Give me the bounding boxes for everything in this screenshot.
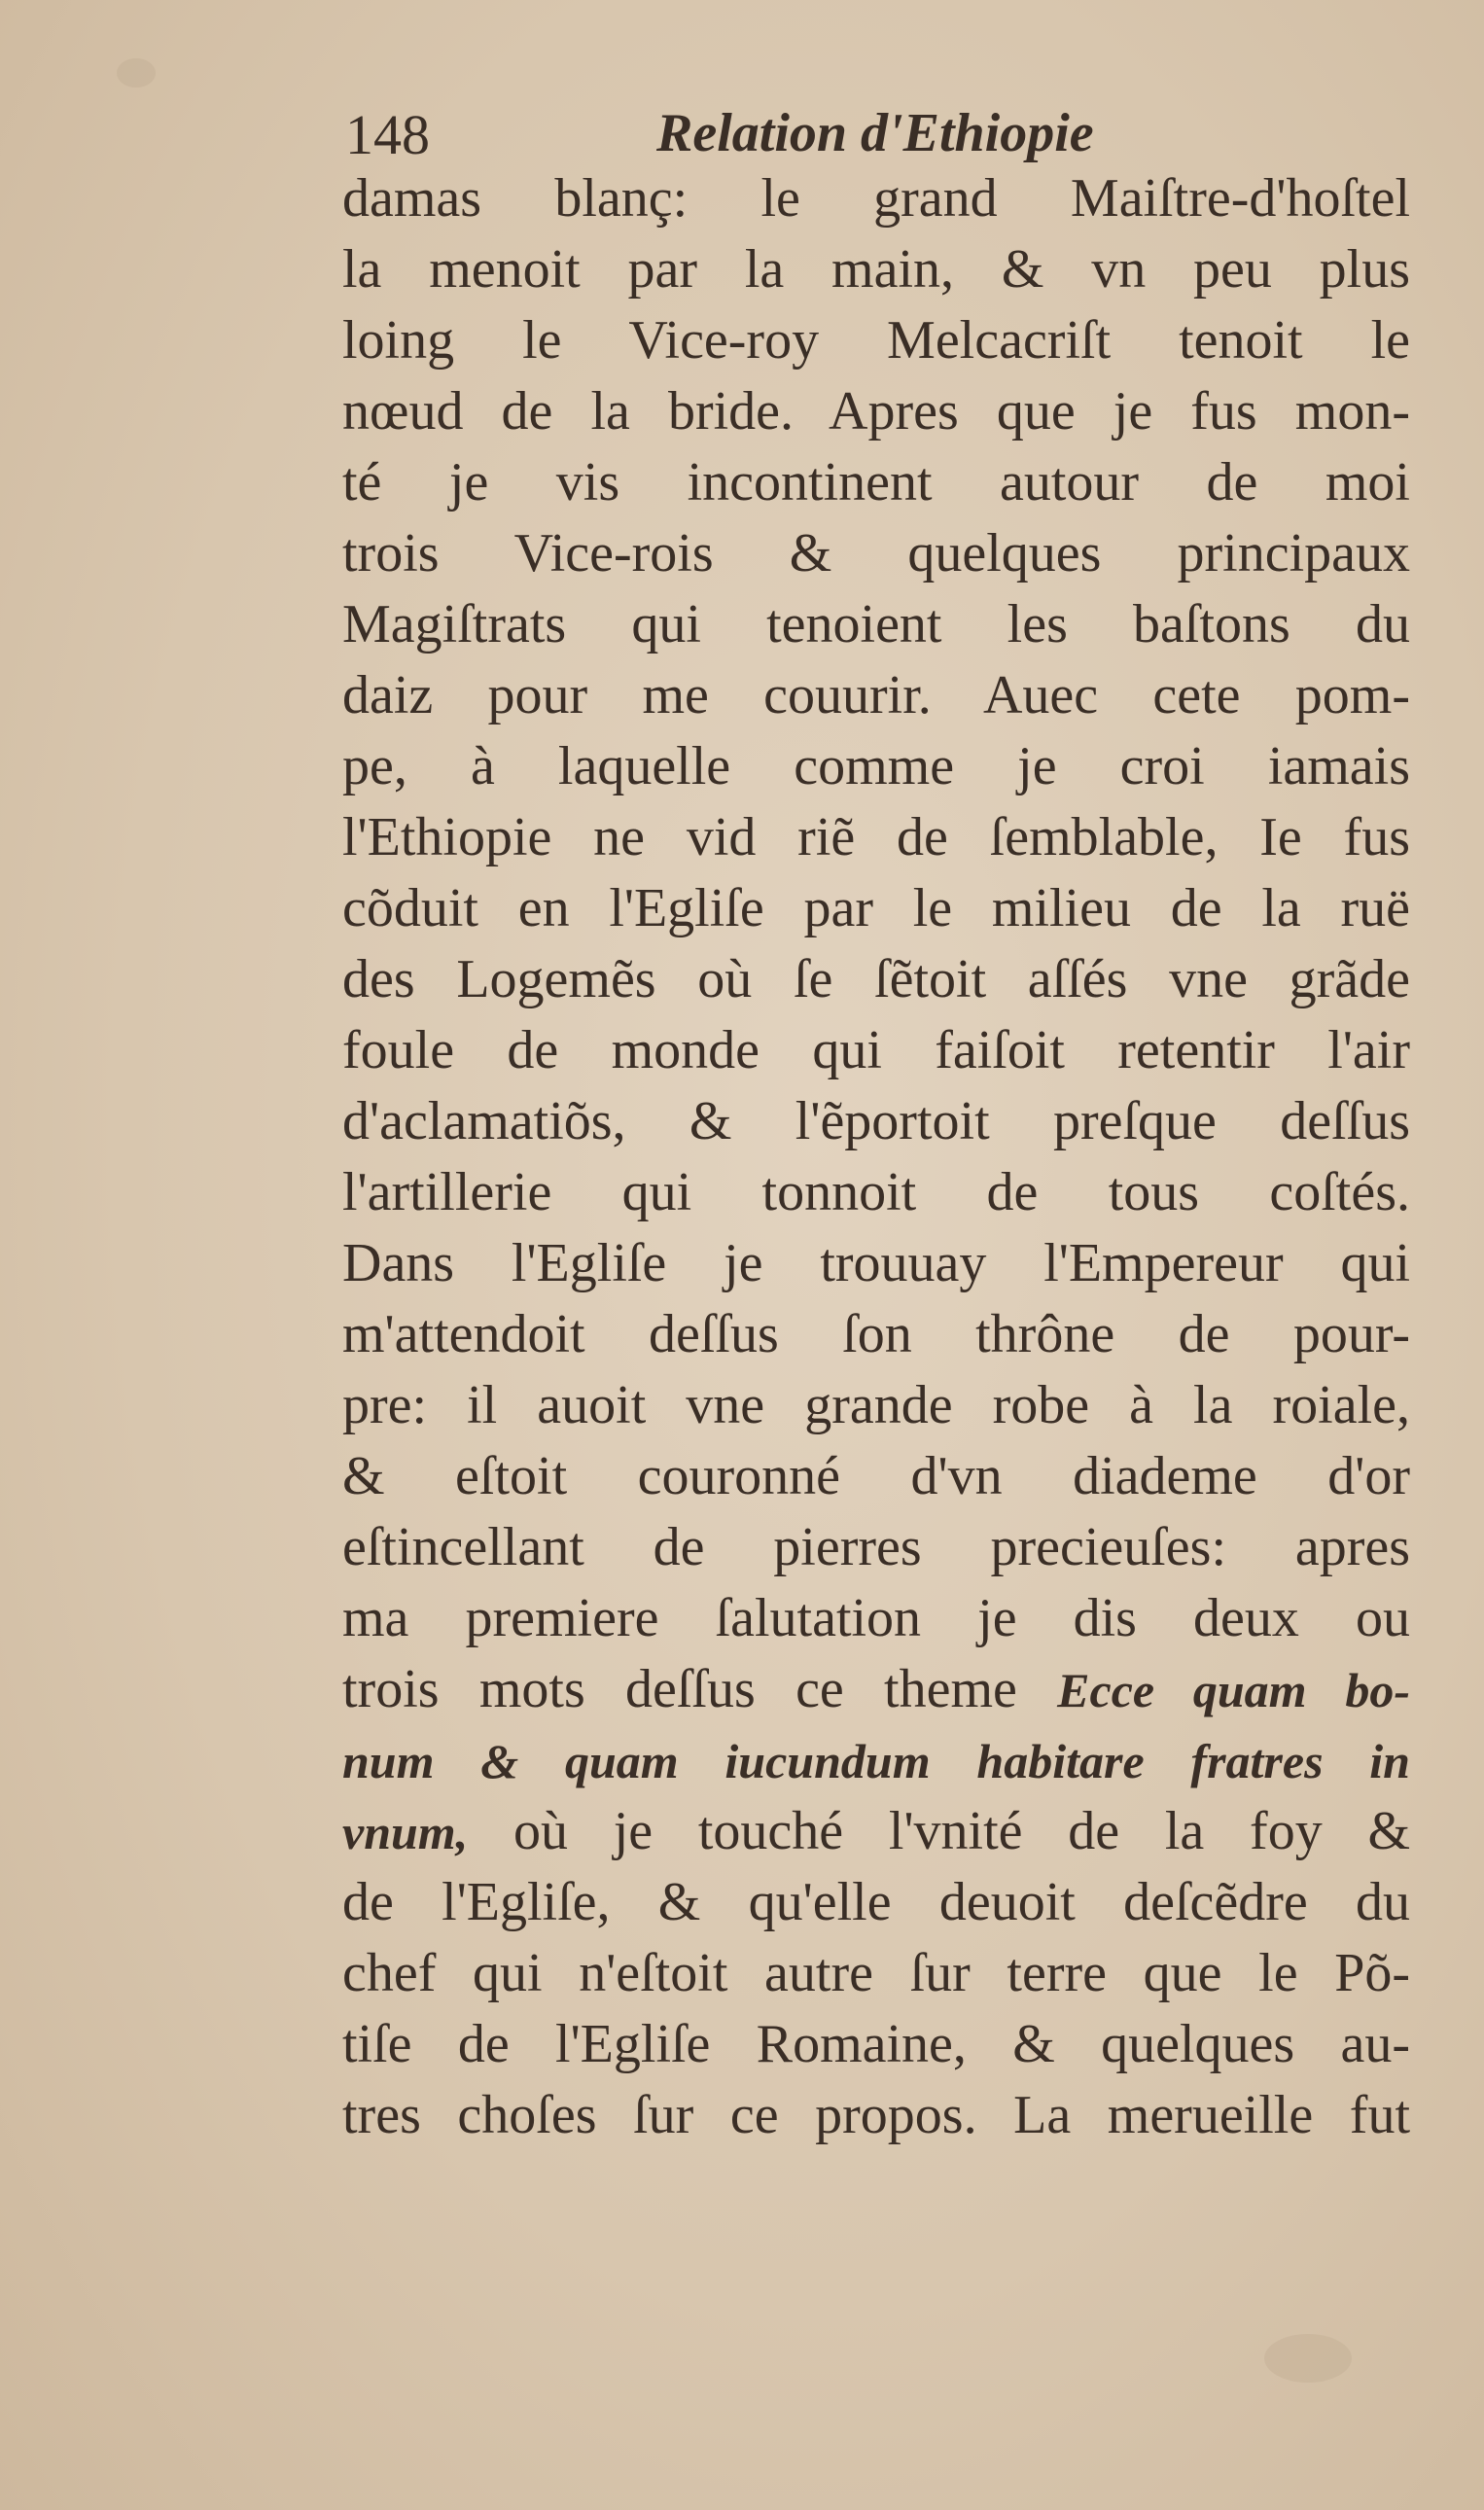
text-segment: trois mots deſſus ce theme [342,1659,1058,1719]
text-line [342,1654,1410,1725]
text-segment: ma premiere ſalutation je dis deux ou [342,1588,1410,1648]
text-line [342,376,1410,447]
text-segment: tres choſes ſur ce propos. La merueille fut [342,2085,1410,2145]
paper-stain [117,58,156,88]
text-segment: d'aclamatiõs, & l'ẽportoit preſque deſſus [342,1091,1410,1151]
text-line [342,2080,1410,2151]
text-line [342,1299,1410,1370]
text-segment: tiſe de l'Egliſe Romaine, & quelques au- [342,2014,1410,2074]
text-line [342,802,1410,873]
text-segment: pe, à laquelle comme je croi iamais [342,736,1410,796]
text-segment: la menoit par la main, & vn peu plus [342,239,1410,300]
text-segment: pre: il auoit vne grande robe à la roiale, [342,1375,1410,1435]
text-segment: où je touché l'vnité de la foy & [468,1801,1410,1861]
text-line [342,1228,1410,1299]
body-text [342,163,1410,2151]
text-line [342,163,1410,234]
text-segment: loing le Vice-roy Melcacriſt tenoit le [342,310,1410,371]
text-segment: nœud de la bride. Apres que je fus mon- [342,381,1410,442]
text-segment: cõduit en l'Egliſe par le milieu de la ruë [342,878,1410,938]
running-title: Relation d'Ethiopie [656,103,1094,163]
latin-quotation: vnum, [342,1805,469,1859]
text-line [342,731,1410,802]
text-line [342,660,1410,731]
text-line [342,1157,1410,1228]
text-segment: té je vis incontinent autour de moi [342,452,1410,513]
text-line [342,1441,1410,1512]
text-segment: foule de monde qui faiſoit retentir l'air [342,1020,1410,1080]
text-line [342,1370,1410,1441]
text-segment: & eſtoit couronné d'vn diademe d'or [342,1446,1410,1506]
latin-quotation: Ecce quam bo- [1057,1663,1410,1717]
text-segment: damas blanç: le grand Maiſtre-d'hoſtel [342,168,1410,229]
text-line [342,1938,1410,2009]
text-segment: des Logemẽs où ſe ſẽtoit aſſés vne grãde [342,949,1410,1009]
paper-stain [1264,2334,1352,2383]
text-segment: Dans l'Egliſe je trouuay l'Empereur qui [342,1233,1410,1293]
text-line [342,234,1410,305]
text-segment: daiz pour me couurir. Auec cete pom- [342,665,1410,725]
text-line [342,2009,1410,2080]
text-line [342,944,1410,1015]
text-line [342,1512,1410,1583]
text-segment: m'attendoit deſſus ſon thrône de pour- [342,1304,1410,1364]
text-segment: trois Vice-rois & quelques principaux [342,523,1410,583]
text-segment: de l'Egliſe, & qu'elle deuoit deſcẽdre du [342,1872,1410,1932]
text-line [342,518,1410,589]
text-line [342,873,1410,944]
latin-quotation: num & quam iucundum habitare fratres in [342,1734,1410,1788]
page-number: 148 [345,103,430,166]
text-segment: Magiſtrats qui tenoient les baſtons du [342,594,1410,654]
text-line [342,447,1410,518]
text-segment: l'artillerie qui tonnoit de tous coſtés. [342,1162,1410,1222]
text-line [342,1086,1410,1157]
text-segment: chef qui n'eſtoit autre ſur terre que le Põ- [342,1943,1410,2003]
text-segment: l'Ethiopie ne vid riẽ de ſemblable, Ie fus [342,807,1410,867]
text-line [342,589,1410,660]
text-line [342,305,1410,376]
text-line [342,1015,1410,1086]
text-line [342,1583,1410,1654]
text-line [342,1796,1410,1867]
text-segment: eſtincellant de pierres precieuſes: apres [342,1517,1410,1577]
text-line [342,1725,1410,1796]
text-line [342,1867,1410,1938]
